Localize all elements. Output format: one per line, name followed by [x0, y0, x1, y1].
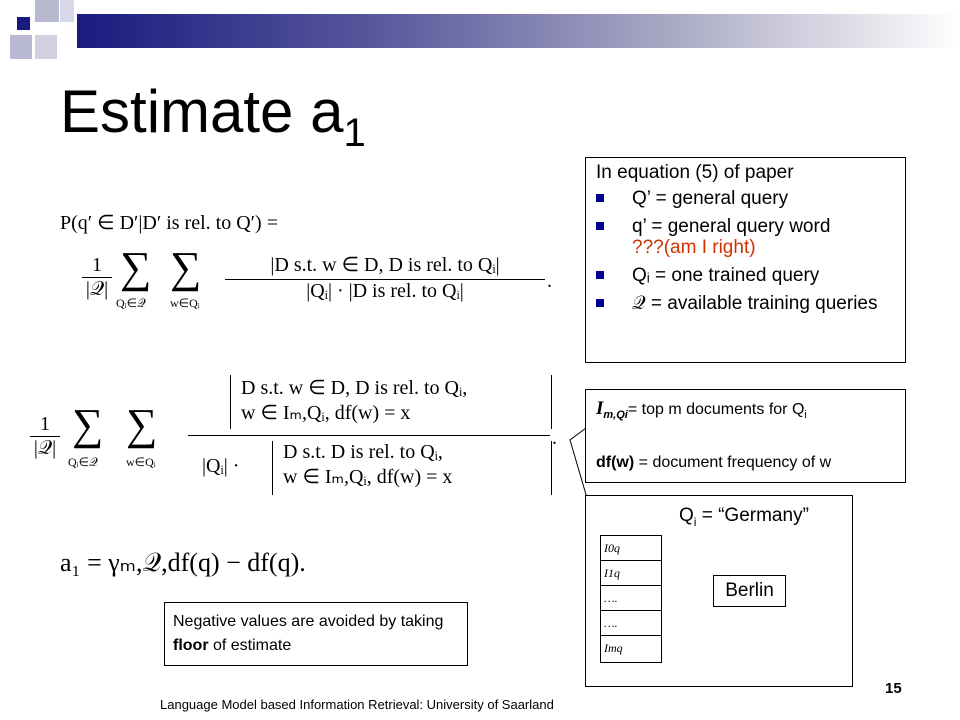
list-item — [596, 293, 896, 314]
note-part2: of estimate — [208, 637, 292, 654]
sum-symbol: ∑ — [72, 400, 104, 449]
corner-square-dark — [17, 17, 30, 30]
list-item: Imq — [604, 641, 623, 655]
corner-square-light — [10, 35, 32, 59]
query-label: Q — [679, 505, 694, 526]
definition-text: = top m documents for Q — [627, 401, 805, 418]
formula-3: a₁ = γₘ,𝒬,df(q) − df(q). — [60, 548, 306, 577]
formula-2-numerator — [230, 375, 552, 429]
formula-1-frac-num: 1 — [82, 254, 112, 278]
equation-notes-list — [596, 188, 896, 321]
query-value: = “Germany” — [696, 505, 809, 526]
example-box — [585, 495, 853, 687]
sum-index: Qᵢ∈𝒬 — [68, 455, 98, 469]
note-text — [173, 610, 467, 658]
formula-1 — [60, 210, 560, 320]
query-sub: i — [693, 514, 697, 529]
corner-square-light — [35, 0, 59, 22]
formula-1-frac-den: |𝒬| — [85, 278, 109, 300]
definition-df — [596, 454, 831, 472]
note-part1: Negative values are avoided by taking — [173, 613, 444, 630]
formula-2-den-line2: w ∈ Iₘ,Qᵢ, df(w) = x — [283, 466, 453, 488]
corner-square-light — [35, 35, 57, 59]
list-item: …. — [601, 611, 661, 636]
formula-1-big-fraction — [225, 252, 545, 303]
formula-1-lhs: P(q′ ∈ D′|D′ is rel. to Q′) = — [60, 212, 278, 234]
bullet-icon — [596, 222, 604, 230]
list-item — [596, 265, 896, 286]
list-item: I1q — [601, 561, 661, 586]
definition-top-m — [596, 398, 807, 421]
list-item-text: Qᵢ = one trained query — [632, 265, 820, 286]
list-item — [596, 216, 896, 258]
sum-symbol: ∑ — [120, 243, 152, 292]
symbol-I: I — [596, 398, 604, 419]
sum-index: Qᵢ∈𝒬 — [116, 296, 146, 310]
formula-2-big-fraction — [188, 375, 548, 501]
definitions-box — [585, 389, 906, 483]
list-item-note: ???(am I right) — [632, 237, 756, 258]
fraction-bar — [188, 435, 550, 436]
list-item: I0q — [601, 536, 661, 561]
example-query — [679, 505, 809, 529]
df-text: = document frequency of w — [634, 454, 832, 471]
formula-2-denominator — [272, 441, 552, 495]
formula-1-denominator: |Qᵢ| · |D is rel. to Qᵢ| — [306, 280, 464, 302]
corner-square-light — [60, 0, 74, 22]
formula-2-num-line2: w ∈ Iₘ,Qᵢ, df(w) = x — [241, 402, 411, 424]
formula-2 — [30, 375, 560, 505]
sum-symbol: ∑ — [126, 400, 158, 449]
result-box: Berlin — [713, 575, 786, 607]
list-item-text: Q’ = general query — [632, 188, 789, 209]
slide-title: Estimate $a_1$ — [60, 78, 366, 155]
document-list — [600, 535, 662, 663]
note-bold: floor — [173, 637, 209, 654]
list-item: …. — [601, 586, 661, 611]
list-item-text: 𝒬 = available training queries — [632, 293, 878, 314]
formula-2-fraction: 1 |𝒬| — [30, 413, 60, 460]
sum-symbol: ∑ — [170, 243, 202, 292]
bullet-icon — [596, 271, 604, 279]
equation-notes-box — [585, 157, 906, 363]
equation-notes-header: In equation (5) of paper — [596, 162, 794, 183]
formula-2-den-line1: D s.t. D is rel. to Qᵢ, — [283, 441, 443, 463]
formula-2-frac-den: |𝒬| — [33, 437, 57, 459]
formula-1-numerator: |D s.t. w ∈ D, D is rel. to Qᵢ| — [225, 252, 545, 280]
list-item — [596, 188, 896, 209]
note-box — [164, 602, 468, 666]
sum-index: w∈Qᵢ — [170, 296, 200, 310]
formula-2-period: . — [552, 427, 557, 449]
formula-1-fraction — [82, 254, 112, 301]
bullet-icon — [596, 194, 604, 202]
formula-2-den-prefix: |Qᵢ| · — [202, 455, 240, 477]
page-number: 15 — [885, 680, 902, 697]
formula-1-period: . — [547, 270, 552, 292]
sum-index: w∈Qᵢ — [126, 455, 156, 469]
list-item-text: q’ = general query word — [632, 216, 831, 237]
header-bar — [77, 14, 960, 48]
df-label: df(w) — [596, 454, 635, 471]
formula-2-num-line1: D s.t. w ∈ D, D is rel. to Qᵢ, — [241, 377, 468, 399]
definition-subscript: i — [804, 409, 807, 422]
bullet-icon — [596, 299, 604, 307]
footer-text: Language Model based Information Retrieval: University of Saarland — [160, 697, 554, 712]
symbol-subscript: m,Qi — [603, 409, 628, 422]
